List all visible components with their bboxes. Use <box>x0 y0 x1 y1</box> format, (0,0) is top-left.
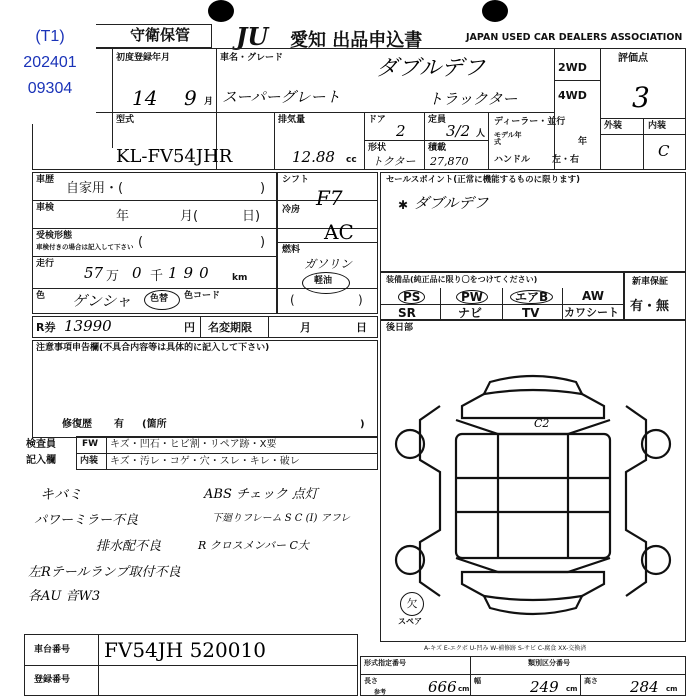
displacement-value: 12.88 <box>292 148 335 166</box>
tag-line-1: (T1) <box>35 28 65 45</box>
color-change-label: 色替 <box>150 294 169 304</box>
height-label: 高さ <box>584 677 598 685</box>
repair-place: (箇所 <box>142 419 167 430</box>
sales-point-star-icon: ✱ <box>398 198 409 212</box>
repair-has: 有 <box>114 419 124 430</box>
chassis-value: FV54JH 520010 <box>104 638 266 662</box>
guard-label: 守衛保管 <box>130 26 191 44</box>
first-reg-label: 初度登録年月 <box>116 53 171 63</box>
usage-value: 自家用・( <box>66 181 124 196</box>
loading-value: 27,870 <box>430 155 469 168</box>
equip-leather-seat: カワシート <box>564 306 619 319</box>
body-value: トラックター <box>428 90 518 108</box>
width-value: 249 <box>530 678 559 696</box>
interior-score: C <box>658 142 670 160</box>
equip-aw: AW <box>582 289 604 303</box>
received-close: ) <box>260 235 266 250</box>
interior-label: 内装 <box>648 121 667 131</box>
fuel-value: ガソリン <box>304 257 353 271</box>
association-name: JAPAN USED CAR DEALERS ASSOCIATION <box>466 32 683 43</box>
equip-tv: TV <box>522 306 540 320</box>
ju-logo: JU <box>236 22 269 51</box>
fuel-open: ( <box>290 293 295 307</box>
note-line: ABS チェック 点灯 <box>204 487 318 502</box>
registration-label: 登録番号 <box>34 675 71 685</box>
displacement-label: 排気量 <box>278 115 306 125</box>
fuel-close: ) <box>358 293 363 307</box>
model-code-label: 型式 <box>116 115 135 125</box>
inspector-interior: 内装 <box>80 456 99 466</box>
recycle-unit: 円 <box>184 321 195 334</box>
damage-legend: A-キズ E-エクボ U-凹み W-補修跡 S-サビ C-腐食 XX-交換済 <box>424 645 587 652</box>
shape-label: 形状 <box>368 143 387 153</box>
note-line: キバミ <box>40 487 82 503</box>
equipment-label: 装備品(純正品に限り〇をつけてください) <box>386 275 538 284</box>
damage-mark-c2: C2 <box>534 417 550 430</box>
model-code-value: KL-FV54JHR <box>116 146 233 167</box>
mileage-sen-unit: 千 <box>150 269 164 284</box>
chassis-label: 車台番号 <box>34 645 71 655</box>
first-reg-month: 9 <box>184 86 197 110</box>
equip-ps: PS <box>398 290 425 304</box>
sales-point-value: ダブルデフ <box>414 194 489 212</box>
displacement-unit: cc <box>346 155 357 165</box>
capacity-value: 3/2 <box>446 122 471 140</box>
shape-value: トクター <box>372 155 416 168</box>
inspection-day-unit: 日) <box>242 209 261 224</box>
repair-close: ) <box>360 419 365 430</box>
color-label: 色 <box>36 291 46 301</box>
usage-close: ) <box>260 181 266 196</box>
usage-label: 車歴 <box>36 175 55 185</box>
equip-airbag: エアB <box>510 290 553 304</box>
category-label: 類別区分番号 <box>528 659 570 667</box>
form-title: 愛知 出品申込書 <box>290 30 423 51</box>
cooler-value: AC <box>324 220 354 244</box>
mileage-sen: 0 <box>132 264 142 282</box>
doors-label: ドア <box>368 115 386 125</box>
inspector-row2: キズ・汚レ・コゲ・穴・スレ・キレ・破レ <box>110 456 300 467</box>
score-label: 評価点 <box>618 53 648 64</box>
dealer-label: ディーラー・並行 <box>494 117 566 127</box>
inspection-month-unit: 月( <box>180 209 199 224</box>
first-reg-year: 14 <box>132 86 158 110</box>
inspection-year-unit: 年 <box>116 209 130 224</box>
recycle-label: R券 <box>36 321 56 334</box>
drive-4wd: 4WD <box>558 89 587 102</box>
car-outline-diagram <box>380 360 686 630</box>
handle-label: ハンドル <box>494 155 531 165</box>
inspector-fw: FW <box>82 439 99 449</box>
handle-options: 左・右 <box>552 155 580 165</box>
note-line: R クロスメンバー C大 <box>198 539 309 552</box>
doors-value: 2 <box>396 122 406 140</box>
sales-point-label: セールスポイント(正常に機能するものに限ります) <box>386 175 581 185</box>
fuel-diesel: 軽油 <box>314 276 333 286</box>
spare-tire-icon: 欠 <box>400 592 424 616</box>
note-line: パワーミラー不良 <box>34 513 139 528</box>
model-year-label: モデル年式 <box>494 131 522 146</box>
note-line: 各AU 音W3 <box>28 589 101 604</box>
drive-2wd: 2WD <box>558 61 587 74</box>
exterior-label: 外装 <box>604 121 623 131</box>
mileage-unit: km <box>232 273 248 283</box>
mileage-man: 57 <box>84 264 104 282</box>
fuel-label: 燃料 <box>282 245 301 255</box>
width-label: 幅 <box>474 677 481 685</box>
warranty-label: 新車保証 <box>632 277 669 287</box>
note-line: 排水配不良 <box>96 539 162 554</box>
punch-hole <box>482 0 508 22</box>
equip-navi: ナビ <box>458 306 483 320</box>
length-label: 長さ <box>364 677 378 685</box>
capacity-label: 定員 <box>428 115 447 125</box>
cert-label: 形式指定番号 <box>364 659 406 667</box>
repair-label: 修復歴 <box>62 419 92 430</box>
diagram-label: 後日部 <box>386 323 414 333</box>
width-unit: cm <box>566 685 578 693</box>
tag-line-2: 202401 <box>23 54 77 71</box>
received-note: 車検付きの場合は記入して下さい <box>36 243 134 251</box>
mileage-man-unit: 万 <box>106 269 120 284</box>
length-unit: cm <box>458 685 470 693</box>
mileage-rest: 190 <box>168 264 215 282</box>
inspector-label-2: 記入欄 <box>26 455 56 466</box>
name-change-day: 日 <box>356 321 367 334</box>
mileage-label: 走行 <box>36 259 55 269</box>
grade-value: スーパーグレート <box>222 88 341 106</box>
name-change-label: 名変期限 <box>208 321 252 334</box>
shift-value: F7 <box>316 186 343 210</box>
note-line: 下廻りフレーム S C (I) アフレ <box>212 513 351 524</box>
recycle-value: 13990 <box>64 317 112 335</box>
color-value: ゲンシャ <box>72 292 132 310</box>
height-value: 284 <box>630 678 659 696</box>
model-name-value: ダブルデフ <box>376 56 486 81</box>
color-code-label: 色コード <box>184 291 221 301</box>
score-value: 3 <box>632 81 650 114</box>
spare-label: スペア <box>398 617 422 626</box>
received-open: ( <box>138 235 144 250</box>
model-name-label: 車名・グレード <box>220 53 284 63</box>
ref-label: 参考 <box>374 689 387 696</box>
equip-sr: SR <box>398 306 416 320</box>
inspection-label: 車検 <box>36 203 55 213</box>
length-value: 666 <box>428 678 457 696</box>
shift-label: シフト <box>282 175 310 185</box>
lot-tag <box>4 24 96 124</box>
name-change-month: 月 <box>300 321 311 334</box>
height-unit: cm <box>666 685 678 693</box>
sales-point-section <box>380 172 686 272</box>
warranty-options: 有・無 <box>630 299 670 314</box>
cooler-label: 冷房 <box>282 205 301 215</box>
inspector-row1: キズ・凹石・ヒビ割・リペア跡・X要 <box>110 439 277 450</box>
equip-pw: PW <box>456 290 488 304</box>
first-reg-month-unit: 月 <box>204 97 214 107</box>
loading-label: 積載 <box>428 143 447 153</box>
inspector-label: 検査員 <box>26 439 56 450</box>
received-label: 受検形態 <box>36 231 73 241</box>
note-line: 左Rテールランプ取付不良 <box>28 565 181 580</box>
notice-label: 注意事項申告欄(不具合内容等は具体的に記入して下さい) <box>36 343 270 353</box>
capacity-unit: 人 <box>476 129 486 139</box>
punch-hole <box>208 0 234 22</box>
tag-line-3: 09304 <box>27 80 73 97</box>
model-year-unit: 年 <box>578 137 588 147</box>
